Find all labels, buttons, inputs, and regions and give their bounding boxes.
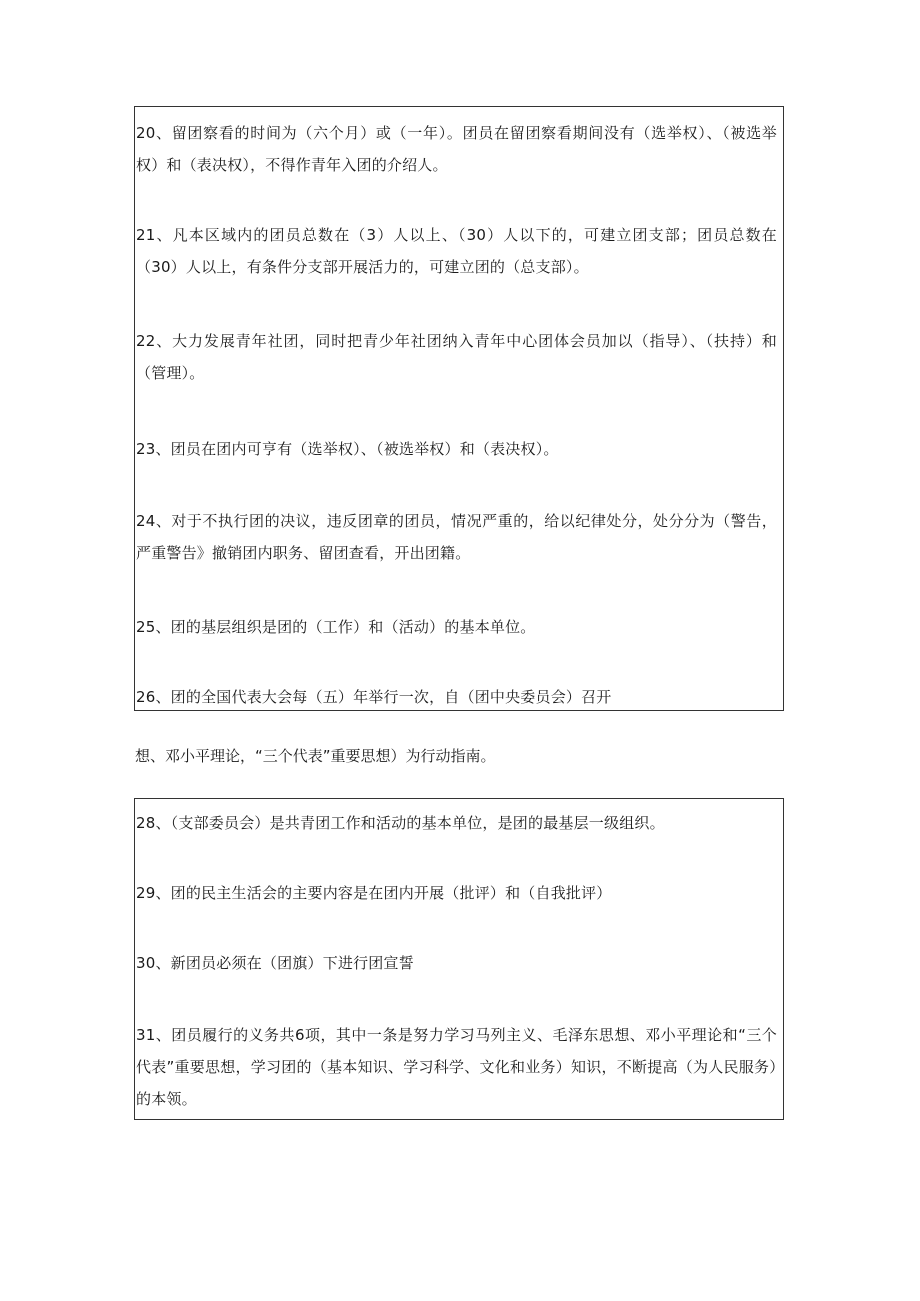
question-28: 28、（支部委员会）是共青团工作和活动的基本单位，是团的最基层一级组织。 [136,814,665,832]
continuation-line: 想、邓小平理论，“三个代表”重要思想）为行动指南。 [135,747,496,765]
question-26: 26、团的全国代表大会每（五）年举行一次，自（团中央委员会）召开 [136,688,612,706]
question-22: 22、大力发展青年社团，同时把青少年社团纳入青年中心团体会员加以（指导）、（扶持）和（管理）。 [136,332,777,382]
question-24: 24、对于不执行团的决议，违反团章的团员，情况严重的，给以纪律处分，处分分为（警告，严重警告》撤销团内职务、留团查看，开出团籍。 [136,512,777,562]
qa-box-2 [134,798,784,1120]
question-25: 25、团的基层组织是团的（工作）和（活动）的基本单位。 [136,618,536,636]
question-30: 30、新团员必须在（团旗）下进行团宣誓 [136,954,414,972]
question-23: 23、团员在团内可亨有（选举权）、（被选举权）和（表决权）。 [136,440,559,458]
question-29: 29、团的民主生活会的主要内容是在团内开展（批评）和（自我批评） [136,884,612,902]
question-21: 21、凡本区域内的团员总数在（3）人以上、（30）人以下的，可建立团支部；团员总数在（30）人以上，有条件分支部开展活力的，可建立团的（总支部）。 [136,226,777,276]
question-20: 20、留团察看的时间为（六个月）或（一年）。团员在留团察看期间没有（选举权）、（被选举权）和（表决权），不得作青年入团的介绍人。 [136,124,777,174]
qa-box-1 [134,106,784,711]
question-31: 31、团员履行的义务共6项，其中一条是努力学习马列主义、毛泽东思想、邓小平理论和“三个代表”重要思想，学习团的（基本知识、学习科学、文化和业务）知识，不断提高（为人民服务）的本领。 [136,1026,777,1108]
